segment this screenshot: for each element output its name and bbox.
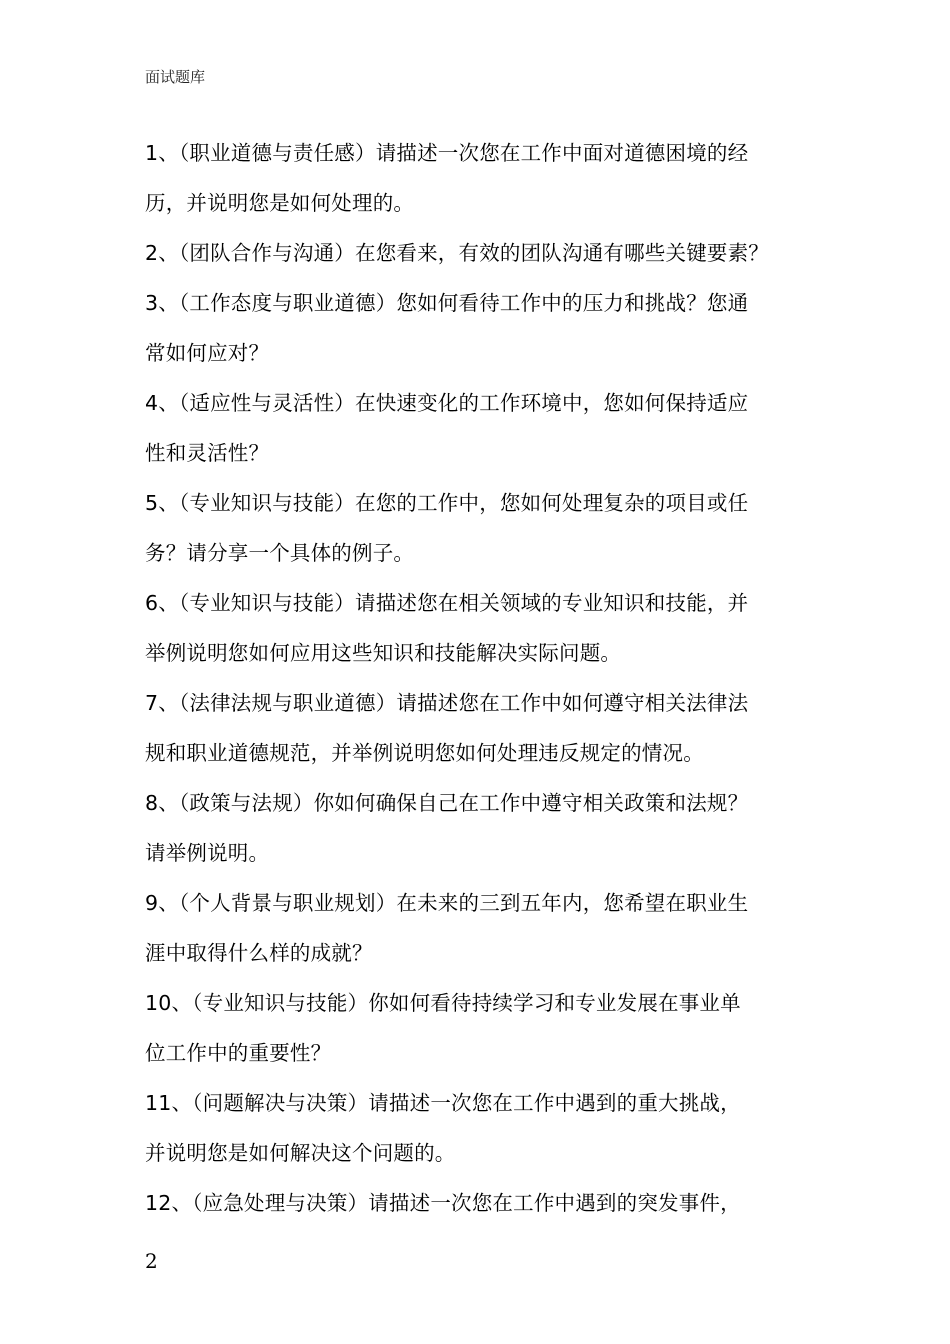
text-line: 规和职业道德规范，并举例说明您如何处理违反规定的情况。: [145, 741, 704, 765]
text-line: 6、（专业知识与技能）请描述您在相关领域的专业知识和技能，并: [145, 591, 749, 615]
text-line: 历，并说明您是如何处理的。: [145, 191, 415, 215]
text-line: 7、（法律法规与职业道德）请描述您在工作中如何遵守相关法律法: [145, 691, 749, 715]
text-line: 性和灵活性？: [145, 441, 270, 465]
text-line: 涯中取得什么样的成就？: [145, 941, 373, 965]
text-line: 10、（专业知识与技能）你如何看待持续学习和专业发展在事业单: [145, 991, 741, 1015]
text-line: 9、（个人背景与职业规划）在未来的三到五年内，您希望在职业生: [145, 891, 749, 915]
page-header: 面试题库: [145, 68, 206, 86]
page-number: 2: [145, 1249, 158, 1273]
text-line: 5、（专业知识与技能）在您的工作中，您如何处理复杂的项目或任: [145, 491, 749, 515]
text-line: 1、（职业道德与责任感）请描述一次您在工作中面对道德困境的经: [145, 141, 749, 165]
text-line: 并说明您是如何解决这个问题的。: [145, 1141, 456, 1165]
question-list: [145, 128, 835, 1228]
text-line: 举例说明您如何应用这些知识和技能解决实际问题。: [145, 641, 622, 665]
text-line: 请举例说明。: [145, 841, 270, 865]
text-line: 2、（团队合作与沟通）在您看来，有效的团队沟通有哪些关键要素？: [145, 241, 769, 265]
text-line: 12、（应急处理与决策）请描述一次您在工作中遇到的突发事件，: [145, 1191, 741, 1215]
text-line: 常如何应对？: [145, 341, 270, 365]
text-line: 位工作中的重要性？: [145, 1041, 332, 1065]
text-line: 3、（工作态度与职业道德）您如何看待工作中的压力和挑战？您通: [145, 291, 749, 315]
text-line: 务？请分享一个具体的例子。: [145, 541, 415, 565]
text-line: 4、（适应性与灵活性）在快速变化的工作环境中，您如何保持适应: [145, 391, 749, 415]
text-line: 8、（政策与法规）你如何确保自己在工作中遵守相关政策和法规？: [145, 791, 749, 815]
text-line: 11、（问题解决与决策）请描述一次您在工作中遇到的重大挑战，: [145, 1091, 741, 1115]
